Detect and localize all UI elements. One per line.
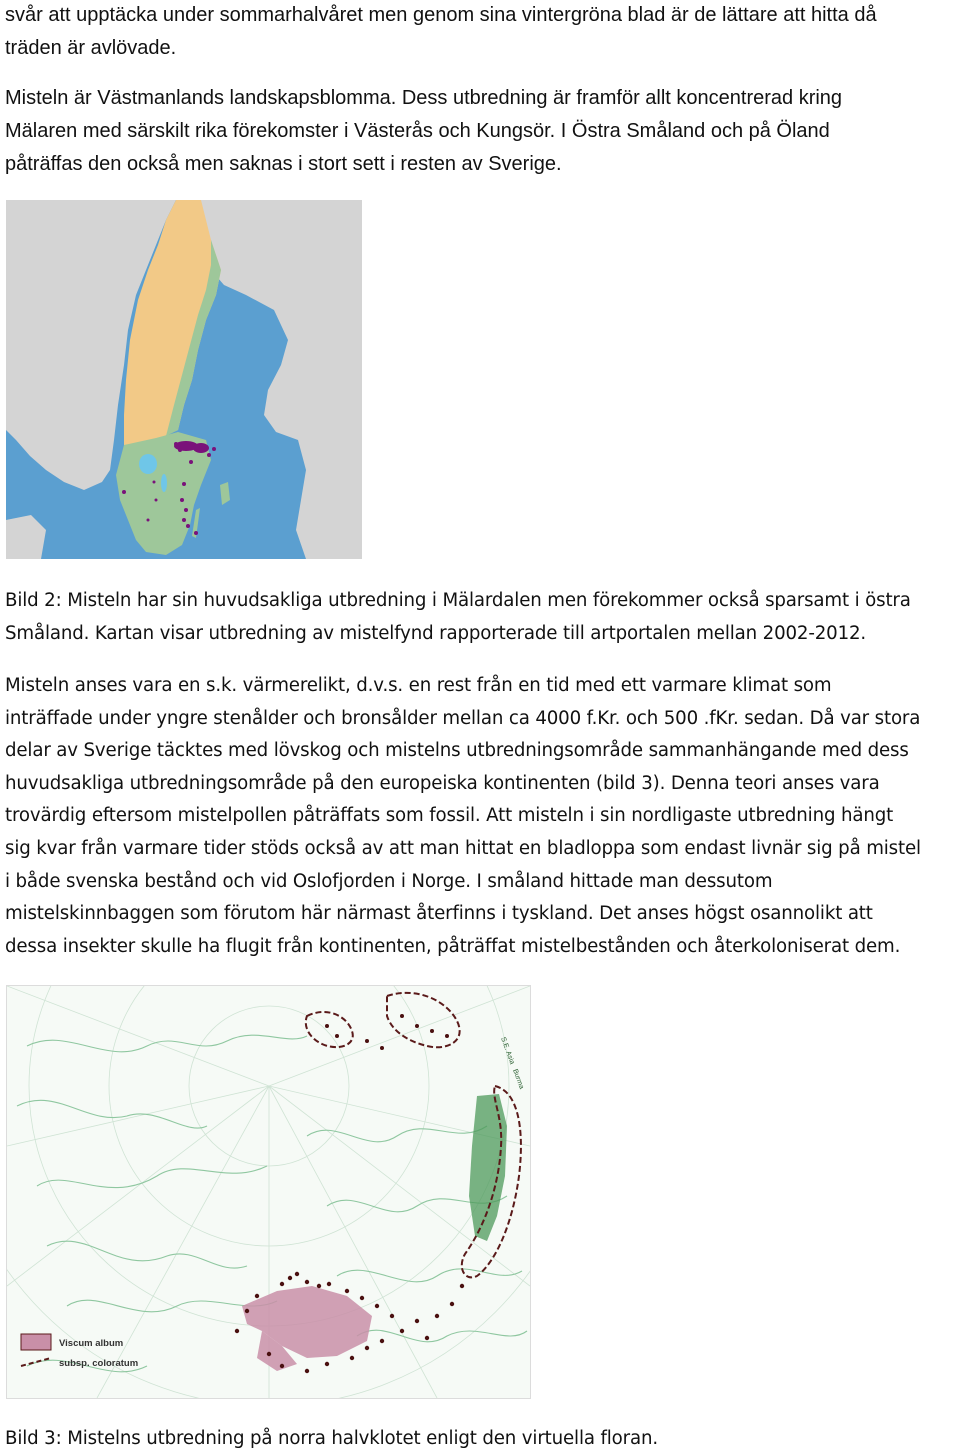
text-line: påträffas den också men saknas i stort sett i resten av Sverige. xyxy=(5,153,562,175)
text-line: träden är avlövade. xyxy=(5,37,177,59)
hemisphere-distribution-map xyxy=(6,985,531,1399)
lake-vattern xyxy=(161,474,167,492)
legend-dashed-label: subsp. coloratum xyxy=(59,1358,139,1369)
legend-solid-label: Viscum album xyxy=(59,1338,124,1349)
text-line: svår att upptäcka under sommarhalvåret men genom sina vintergröna blad är de lättare att hitta då xyxy=(5,4,877,26)
text-line: delar av Sverige täcktes med lövskog och mistelns utbredningsområde sammanhängande med dess xyxy=(5,740,909,762)
text-line: mistelskinnbaggen som förutom här närmast återfinns i tyskland. Det anses högst osannolikt att xyxy=(5,903,873,925)
hemisphere-map-svg xyxy=(7,986,530,1398)
intro-paragraph xyxy=(5,0,955,65)
text-line: Misteln anses vara en s.k. värmerelikt, d.v.s. en rest från en tid med ett varmare klimat som xyxy=(5,675,832,696)
map-side-label: Burma xyxy=(511,1068,525,1091)
figure3-caption xyxy=(5,1423,957,1456)
text-line: Bild 2: Misteln har sin huvudsakliga utbredning i Mälardalen men förekommer också sparsamt i östra xyxy=(5,590,911,611)
map-side-label: S.E. Asia xyxy=(499,1036,516,1066)
text-line: dessa insekter skulle ha flugit från kontinenten, påträffat mistelbestånden och återkoloniserat dem. xyxy=(5,935,901,957)
text-line: i både svenska bestånd och vid Oslofjorden i Norge. I småland hittade man dessutom xyxy=(5,870,773,892)
legend-solid-swatch xyxy=(21,1334,51,1350)
text-line: huvudsakliga utbredningsområde på den europeiska kontinenten (bild 3). Denna teori anses vara xyxy=(5,772,880,794)
text-line: inträffade under yngre stenålder och bronsålder mellan ca 4000 f.Kr. och 500 .fKr. sedan. Då var stora xyxy=(5,707,921,729)
distribution-paragraph xyxy=(5,82,955,181)
sweden-distribution-map xyxy=(6,200,362,559)
text-line: Misteln är Västmanlands landskapsblomma. Dess utbredning är framför allt koncentrerad kring xyxy=(5,87,843,109)
lake-vanern xyxy=(139,454,157,474)
sweden-map-svg xyxy=(6,200,362,559)
text-line: Bild 3: Mistelns utbredning på norra halvklotet enligt den virtuella floran. xyxy=(5,1428,658,1449)
text-line: Småland. Kartan visar utbredning av mistelfynd rapporterade till artportalen mellan 2002-2012. xyxy=(5,622,867,644)
figure2-caption xyxy=(5,585,957,650)
text-line: sig kvar från varmare tider stöds också av att man hittat en bladloppa som endast livnär sig på mistel xyxy=(5,837,921,859)
relict-paragraph xyxy=(5,670,957,963)
text-line: Mälaren med särskilt rika förekomster i Västerås och Kungsör. I Östra Småland och på Öland xyxy=(5,120,830,142)
text-line: trovärdig eftersom mistelpollen påträffats som fossil. Att misteln i sin nordligaste utbredning hängt xyxy=(5,805,894,827)
